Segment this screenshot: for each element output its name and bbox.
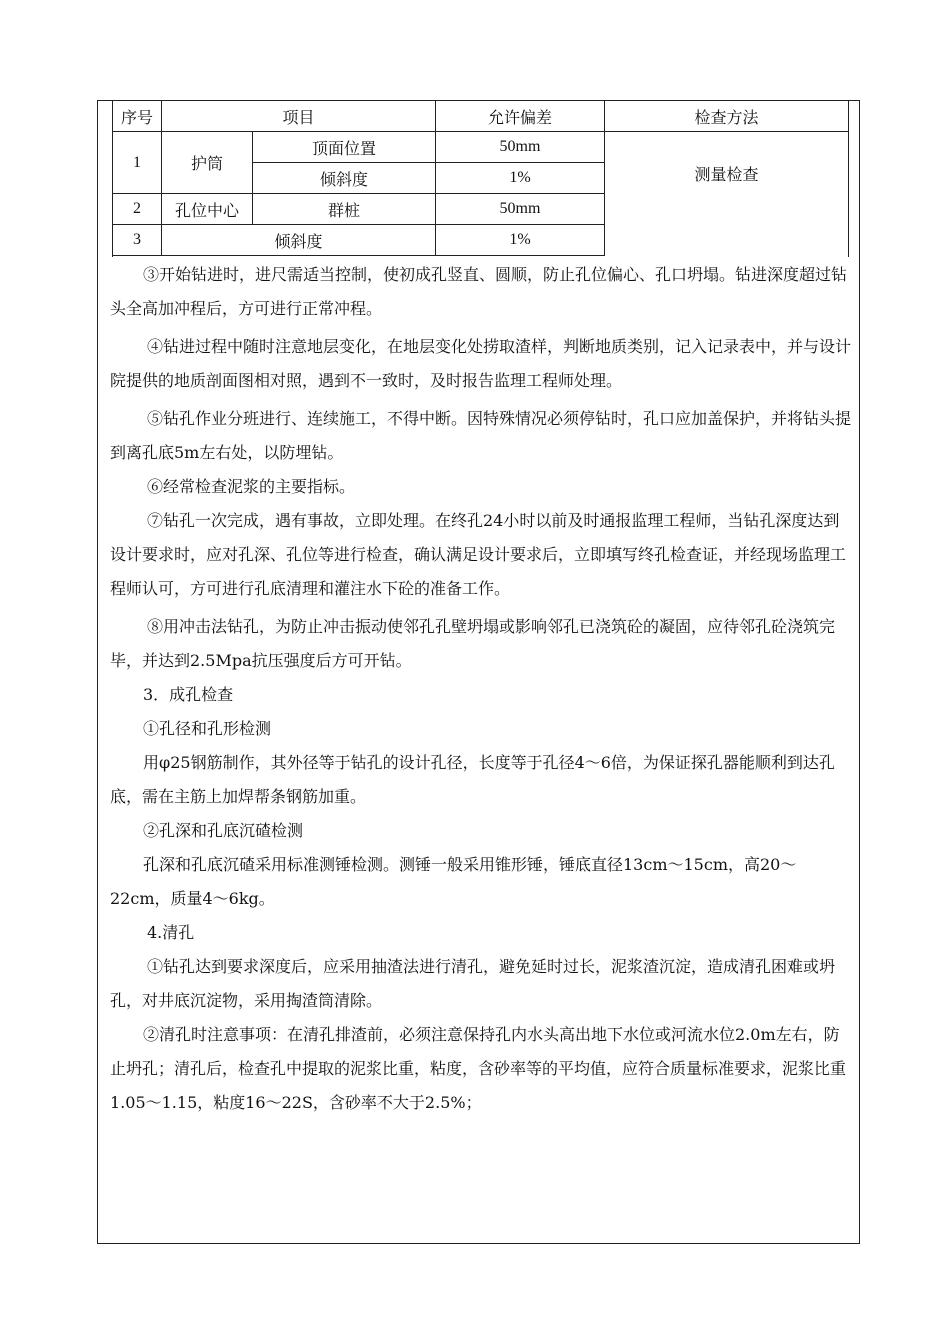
paragraph: ②清孔时注意事项：在清孔排渣前，必须注意保持孔内水头高出地下水位或河流水位2.0m左右，防止坍孔；清孔后，检查孔中提取的泥浆比重，粘度，含砂率等的平均值，应符合质量标准要求，泥浆比重1.05～1.15，粘度16～22S，含砂率不大于2.5%；: [110, 1025, 847, 1112]
row-item: 倾斜度: [253, 163, 436, 194]
sub-heading: ②孔深和孔底沉碴检测: [143, 821, 304, 840]
row-item: 倾斜度: [162, 225, 436, 256]
paragraph: 孔深和孔底沉碴采用标准测锤检测。测锤一般采用锥形锤，锤底直径13cm～15cm，高20～22cm，质量4～6kg。: [110, 855, 797, 908]
paragraph: ④钻进过程中随时注意地层变化，在地层变化处捞取渣样，判断地质类别，记入记录表中，并与设计院提供的地质剖面图相对照，遇到不一致时，及时报告监理工程师处理。: [110, 337, 852, 390]
row-tolerance: 50mm: [436, 132, 605, 163]
paragraph: ⑤钻孔作业分班进行、连续施工，不得中断。因特殊情况必须停钻时，孔口应加盖保护，并将钻头提到离孔底5m左右处，以防埋钻。: [110, 409, 852, 462]
row-item: 顶面位置: [253, 132, 436, 163]
section-heading: 3．成孔检查: [143, 685, 234, 704]
table-row: [113, 132, 849, 163]
row-tolerance: 1%: [436, 163, 605, 194]
table-right-border: [848, 100, 849, 257]
row-no: 2: [113, 194, 162, 225]
row-tolerance: 50mm: [436, 194, 605, 225]
row-no: 3: [113, 225, 162, 256]
section-heading: 4.清孔: [147, 923, 195, 942]
table-header-row: [113, 101, 849, 132]
paragraph: ⑥经常检查泥浆的主要指标。: [147, 477, 356, 496]
paragraph: ①钻孔达到要求深度后，应采用抽渣法进行清孔，避免延时过长，泥浆渣沉淀，造成清孔困难或坍孔，对井底沉淀物，采用掏渣筒清除。: [110, 957, 836, 1010]
body-text: [110, 258, 852, 1120]
sub-heading: ①孔径和孔形检测: [143, 719, 272, 738]
check-method: 测量检查: [605, 132, 849, 256]
row-item: 群桩: [253, 194, 436, 225]
header-item: 项目: [162, 101, 436, 132]
row-group: 孔位中心: [162, 194, 253, 225]
paragraph: ⑧用冲击法钻孔，为防止冲击振动使邻孔孔壁坍塌或影响邻孔已浇筑砼的凝固，应待邻孔砼浇筑完毕，并达到2.5Mpa抗压强度后方可开钻。: [110, 617, 836, 670]
tolerance-table: [112, 100, 848, 256]
row-no: 1: [113, 132, 162, 194]
header-tolerance: 允许偏差: [436, 101, 605, 132]
row-tolerance: 1%: [436, 225, 605, 256]
header-method: 检查方法: [605, 101, 849, 132]
paragraph: ⑦钻孔一次完成，遇有事故，立即处理。在终孔24小时以前及时通报监理工程师，当钻孔深度达到设计要求时，应对孔深、孔位等进行检查，确认满足设计要求后，立即填写终孔检查证，并经现场监理工程师认可，方可进行孔底清理和灌注水下砼的准备工作。: [110, 511, 847, 598]
paragraph: ③开始钻进时，进尺需适当控制，使初成孔竖直、圆顺，防止孔位偏心、孔口坍塌。钻进深度超过钻头全高加冲程后，方可进行正常冲程。: [110, 265, 848, 318]
header-no: 序号: [113, 101, 162, 132]
paragraph: 用φ25钢筋制作，其外径等于钻孔的设计孔径，长度等于孔径4～6倍，为保证探孔器能顺利到达孔底，需在主筋上加焊帮条钢筋加重。: [110, 753, 835, 806]
row-group: 护筒: [162, 132, 253, 194]
